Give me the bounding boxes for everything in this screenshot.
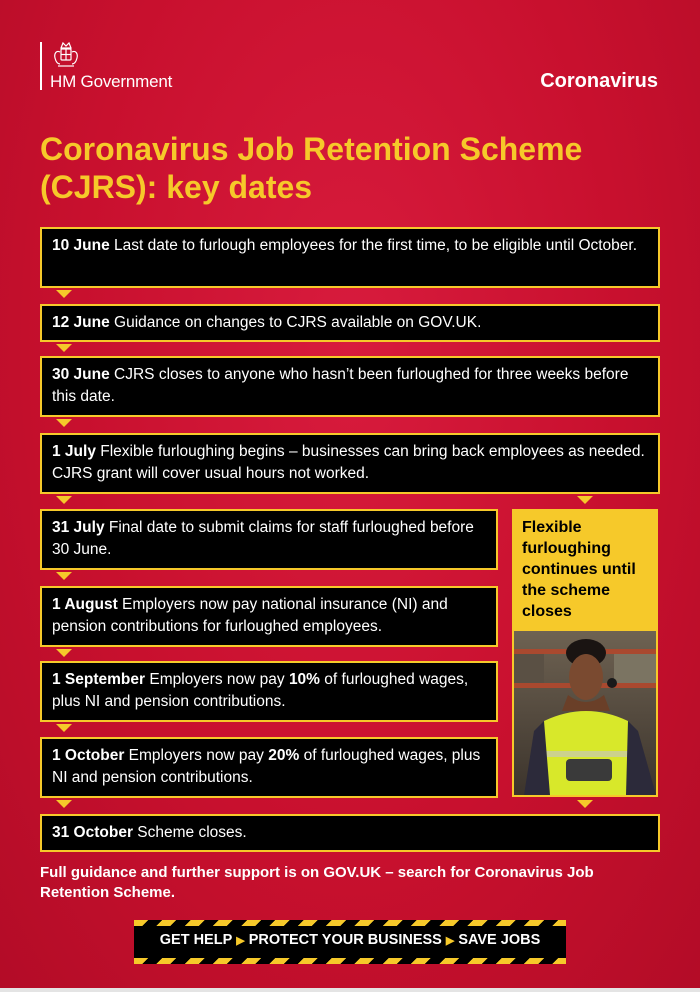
timeline-text-after: of furloughed wages, plus NI and pension contributions. (52, 747, 481, 786)
timeline-text-before: Employers now pay (128, 747, 264, 764)
timeline-text-after: of furloughed wages, plus NI and pension contributions. (52, 671, 469, 710)
timeline-highlight: 10% (288, 671, 320, 688)
timeline-highlight: 20% (268, 747, 300, 764)
timeline-arrow (56, 649, 72, 657)
side-panel-text: Flexible furloughing continues until the scheme closes (522, 519, 636, 620)
timeline-text-before: Employers now pay (149, 671, 285, 688)
timeline-date: 30 June (52, 366, 110, 383)
royal-crest-icon (50, 40, 82, 70)
timeline-item (40, 433, 660, 494)
timeline-date: 1 October (52, 747, 125, 764)
timeline-item (40, 227, 660, 288)
chevron-right-icon: ▶ (445, 935, 455, 947)
timeline-text: CJRS closes to anyone who hasn’t been furloughed for three weeks before this date. (52, 366, 629, 405)
timeline-item (40, 356, 660, 417)
timeline-date: 31 July (52, 519, 105, 536)
chevron-right-icon: ▶ (236, 935, 245, 947)
timeline-item (40, 586, 498, 647)
slogan-banner (134, 920, 566, 964)
worker-photo (514, 631, 656, 795)
timeline-text: Scheme closes. (137, 824, 247, 841)
slogan-item: SAVE JOBS (458, 932, 541, 948)
timeline-date: 1 September (52, 671, 146, 688)
timeline-date: 1 July (52, 443, 96, 460)
timeline-arrow (56, 724, 72, 732)
timeline-text: Employers now pay national insurance (NI) and pension contributions for furloughed employees. (52, 596, 448, 635)
timeline-date: 10 June (52, 237, 110, 254)
timeline-item (40, 737, 498, 798)
timeline-arrow (56, 290, 72, 298)
timeline-arrow (56, 572, 72, 580)
timeline-date: 31 October (52, 824, 133, 841)
timeline-date: 12 June (52, 314, 110, 331)
timeline-text: Last date to furlough employees for the first time, to be eligible until October. (114, 237, 638, 254)
footer-text: Full guidance and further support is on GOV.UK – search for Coronavirus Job Retention Scheme. (40, 864, 594, 901)
slogan-item: PROTECT YOUR BUSINESS (248, 932, 442, 948)
timeline-item (40, 304, 660, 342)
header-divider (40, 42, 42, 90)
timeline-item (40, 814, 660, 852)
timeline-text: Guidance on changes to CJRS available on GOV.UK. (114, 314, 482, 331)
hazard-stripe-top (134, 920, 566, 926)
timeline-arrow (577, 496, 593, 504)
slogan-row (134, 932, 566, 948)
page-title: Coronavirus Job Retention Scheme (CJRS): key dates (40, 131, 583, 205)
hazard-stripe-bottom (134, 958, 566, 964)
campaign-label: Coronavirus (540, 70, 658, 92)
timeline-item (40, 509, 498, 570)
timeline-arrow (577, 800, 593, 808)
timeline-item (40, 661, 498, 722)
org-name: HM Government (50, 72, 173, 91)
timeline-date: 1 August (52, 596, 118, 613)
side-panel (512, 509, 658, 797)
timeline-arrow (56, 344, 72, 352)
timeline-text: Flexible furloughing begins – businesses can bring back employees as needed. CJRS grant will cover usual hours not worked. (52, 443, 645, 482)
timeline-arrow (56, 800, 72, 808)
timeline-arrow (56, 419, 72, 427)
slogan-item: GET HELP (159, 932, 233, 948)
timeline-arrow (56, 496, 72, 504)
timeline-text: Final date to submit claims for staff furloughed before 30 June. (52, 519, 474, 558)
